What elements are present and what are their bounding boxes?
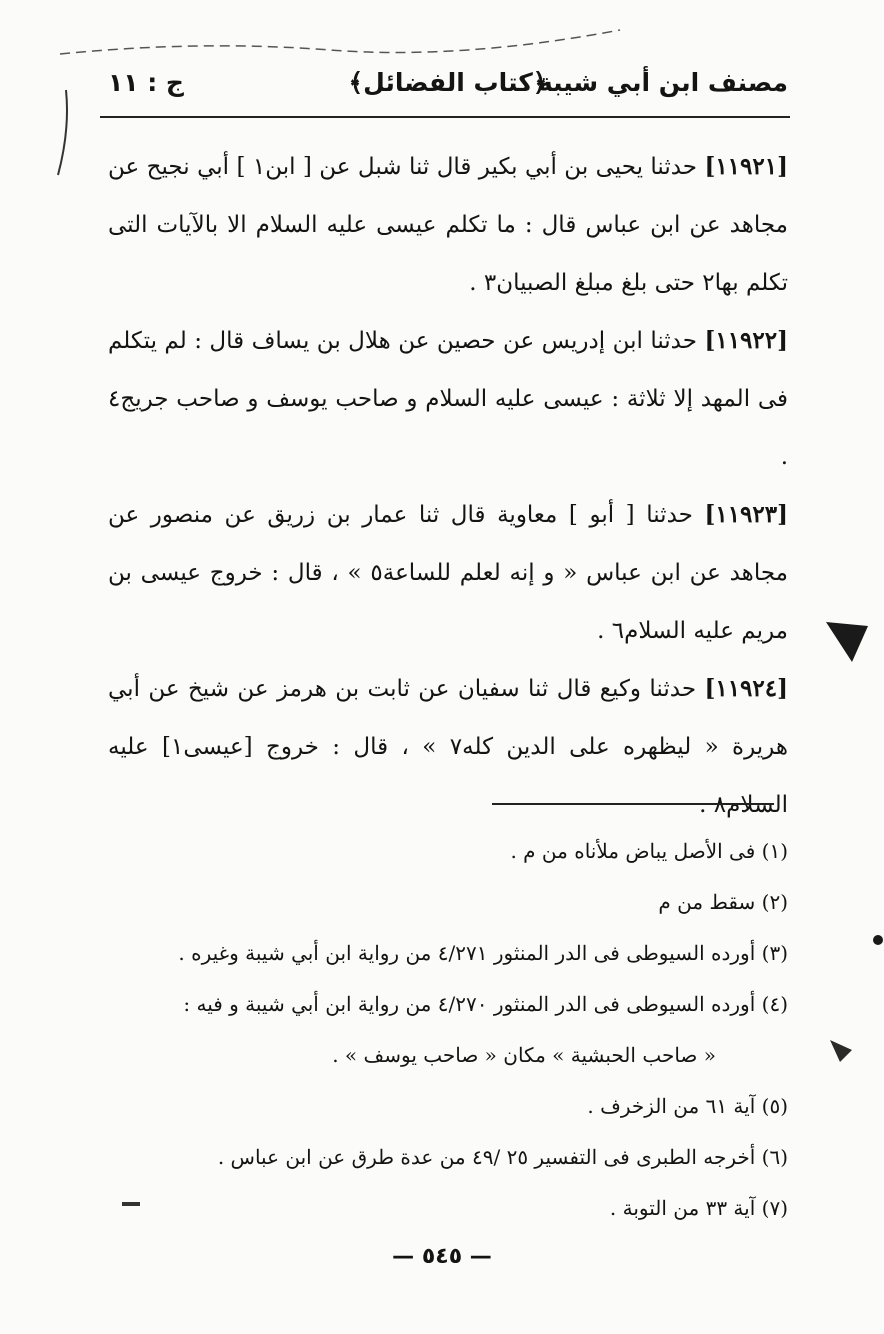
- hadith-number: [١١٩٢١]: [704, 153, 788, 180]
- right-edge-dot: [873, 935, 883, 945]
- hadith-number: [١١٩٢٢]: [704, 327, 789, 354]
- book-title: مصنف ابن أبي شيبة: [537, 68, 788, 97]
- hadith-text: حدثنا [ أبو ] معاوية قال ثنا عمار بن زريق عن منصور عن مجاهد عن ابن عباس « و إنه لعلم للساعة٥ » ، قال : خروج عيسى بن مريم عليه السلام٦ .: [108, 502, 788, 644]
- volume-number: ج : ١١: [108, 68, 184, 97]
- hadith-number: [١١٩٢٤]: [704, 675, 789, 702]
- page-number: — ٥٤٥ —: [392, 1244, 492, 1269]
- footnote: (٦) أخرجه الطبرى فى التفسير ٢٥ /٤٩ من عدة طرق عن ابن عباس .: [217, 1145, 788, 1169]
- footnote: (٧) آية ٣٣ من التوبة .: [609, 1196, 788, 1220]
- footnote: (١) فى الأصل يباض ملأناه من م .: [510, 839, 788, 863]
- top-edge-scratch: [60, 30, 620, 54]
- footnote: (٥) آية ٦١ من الزخرف .: [587, 1094, 788, 1118]
- hadith-text: حدثنا وكيع قال ثنا سفيان عن ثابت بن هرمز عن شيخ عن أبي هريرة « ليظهره على الدين كله٧ » ، قال : خروج [عيسى١] عليه السلام٨ .: [108, 676, 788, 818]
- footnote: (٣) أورده السيوطى فى الدر المنثور ٤/٢٧١ من رواية ابن أبي شيبة وغيره .: [178, 941, 788, 965]
- footnote: (٢) سقط من م: [658, 890, 788, 914]
- left-margin-mark: [58, 90, 67, 175]
- footnote: (٤) أورده السيوطى فى الدر المنثور ٤/٢٧٠ من رواية ابن أبي شيبة و فيه :: [183, 992, 788, 1016]
- chapter-title: ﴿كتاب الفضائل﴾: [348, 68, 548, 97]
- footnote-continuation: « صاحب الحبشية » مكان « صاحب يوسف » .: [332, 1043, 716, 1067]
- right-edge-blot: [826, 622, 868, 662]
- right-edge-mark: [830, 1040, 852, 1062]
- hadith-text: حدثنا ابن إدريس عن حصين عن هلال بن يساف قال : لم يتكلم فى المهد إلا ثلاثة : عيسى عليه السلام و صاحب يوسف و صاحب جريج٤ .: [108, 328, 788, 470]
- hadith-number: [١١٩٢٣]: [704, 501, 789, 528]
- left-footer-mark: [122, 1202, 140, 1206]
- hadith-text: حدثنا يحيى بن أبي بكير قال ثنا شبل عن [ ابن١ ] أبي نجيح عن مجاهد عن ابن عباس قال : ما تكلم عيسى عليه السلام الا بالآيات التى تكلم بها٢ حتى بلغ مبلغ الصبيان٣ .: [108, 154, 788, 296]
